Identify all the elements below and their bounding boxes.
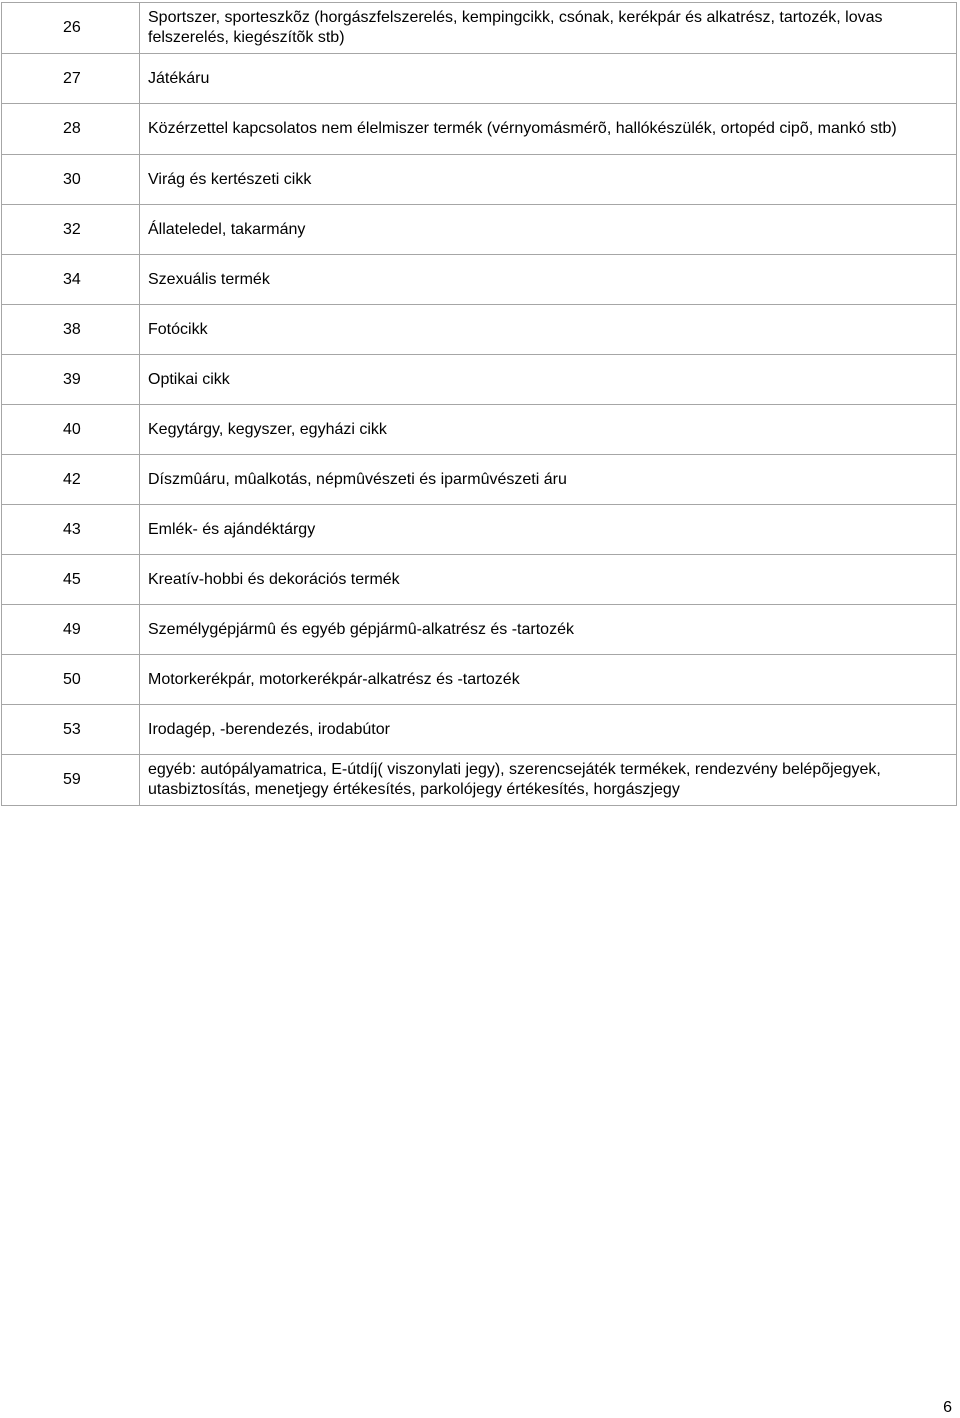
category-description: Motorkerékpár, motorkerékpár-alkatrész és -tartozék <box>140 655 957 705</box>
category-code: 50 <box>2 655 140 705</box>
category-code: 38 <box>2 305 140 355</box>
table-row <box>2 555 957 605</box>
category-description: Állateledel, takarmány <box>140 205 957 255</box>
category-description: egyéb: autópályamatrica, E-útdíj( viszonylati jegy), szerencsejáték termékek, rendezvény belépõjegyek, utasbiztosítás, menetjegy értékesítés, parkolójegy értékesítés, horgászjegy <box>140 755 957 806</box>
category-code: 39 <box>2 355 140 405</box>
category-description: Szexuális termék <box>140 255 957 305</box>
category-table <box>1 2 957 806</box>
table-row <box>2 355 957 405</box>
category-description: Irodagép, -berendezés, irodabútor <box>140 705 957 755</box>
table-row <box>2 405 957 455</box>
category-description: Személygépjármû és egyéb gépjármû-alkatrész és -tartozék <box>140 605 957 655</box>
table-row <box>2 705 957 755</box>
category-code: 43 <box>2 505 140 555</box>
category-code: 27 <box>2 54 140 104</box>
table-row <box>2 104 957 155</box>
category-code: 30 <box>2 155 140 205</box>
category-description: Közérzettel kapcsolatos nem élelmiszer termék (vérnyomásmérõ, hallókészülék, ortopéd cipõ, mankó stb) <box>140 104 957 155</box>
category-description: Fotócikk <box>140 305 957 355</box>
table-row <box>2 3 957 54</box>
table-row <box>2 755 957 806</box>
category-code: 42 <box>2 455 140 505</box>
category-description: Kegytárgy, kegyszer, egyházi cikk <box>140 405 957 455</box>
table-row <box>2 455 957 505</box>
category-code: 26 <box>2 3 140 54</box>
category-description: Optikai cikk <box>140 355 957 405</box>
category-description: Játékáru <box>140 54 957 104</box>
category-code: 49 <box>2 605 140 655</box>
category-code: 40 <box>2 405 140 455</box>
category-description: Kreatív-hobbi és dekorációs termék <box>140 555 957 605</box>
category-description: Virág és kertészeti cikk <box>140 155 957 205</box>
category-description: Díszmûáru, mûalkotás, népmûvészeti és iparmûvészeti áru <box>140 455 957 505</box>
category-description: Emlék- és ajándéktárgy <box>140 505 957 555</box>
table-row <box>2 205 957 255</box>
category-code: 32 <box>2 205 140 255</box>
table-row <box>2 54 957 104</box>
table-row <box>2 655 957 705</box>
category-code: 59 <box>2 755 140 806</box>
page-number: 6 <box>943 1399 952 1416</box>
table-row <box>2 155 957 205</box>
category-code: 34 <box>2 255 140 305</box>
table-row <box>2 305 957 355</box>
category-description: Sportszer, sporteszkõz (horgászfelszerelés, kempingcikk, csónak, kerékpár és alkatrész, tartozék, lovas felszerelés, kiegészítõk stb) <box>140 3 957 54</box>
table-row <box>2 605 957 655</box>
category-code: 53 <box>2 705 140 755</box>
category-code: 28 <box>2 104 140 155</box>
table-row <box>2 255 957 305</box>
category-code: 45 <box>2 555 140 605</box>
table-row <box>2 505 957 555</box>
